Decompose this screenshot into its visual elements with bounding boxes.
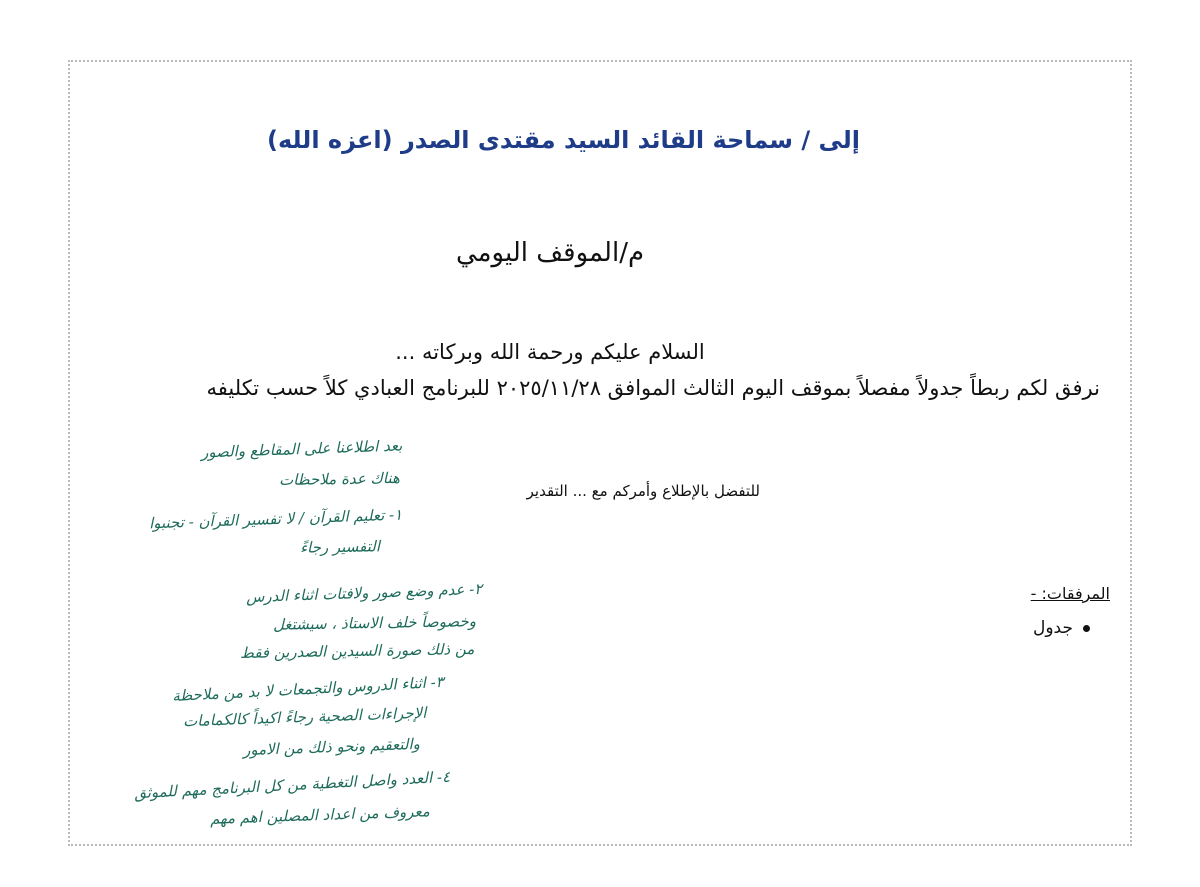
subject-line: م/الموقف اليومي	[455, 238, 645, 268]
closing-line: للتفضل بالإطلاع وأمركم مع ... التقدير	[526, 482, 760, 500]
handwritten-line: من ذلك صورة السيدين الصدرين فقط	[239, 639, 475, 663]
body-text: نرفق لكم ربطاً جدولاً مفصلاً بموقف اليوم الثالث الموافق ٢٠٢٥/١١/٢٨ للبرنامج العبادي كلاً حسب تكليفه	[206, 376, 1100, 400]
handwritten-line: ١- تعليم القرآن / لا تفسير القرآن - تجنبوا	[148, 505, 403, 533]
attachment-item	[940, 618, 1090, 638]
handwritten-line: وخصوصاً خلف الاستاذ ، سيشتغل	[272, 612, 477, 634]
handwritten-line: والتعقيم ونحو ذلك من الامور	[242, 734, 421, 760]
bullet-icon	[1083, 625, 1090, 632]
handwritten-line: ٣- اثناء الدروس والتجمعات لا بد من ملاحظة	[171, 672, 445, 706]
handwritten-line: ٤- العدد واصل التغطية من كل البرنامج مهم للموثق	[133, 767, 451, 803]
handwritten-line: معروف من اعداد المصلين اهم مهم	[209, 802, 431, 828]
handwritten-line: التفسير رجاءً	[299, 537, 381, 557]
greeting-line: السلام عليكم ورحمة الله وبركاته ...	[395, 340, 705, 364]
handwritten-line: ٢- عدم وضع صور ولافتات اثناء الدرس	[245, 579, 483, 607]
attachments-list	[940, 618, 1090, 638]
attachment-item-label: جدول	[1033, 618, 1073, 638]
handwritten-line: بعد اطلاعنا على المقاطع والصور	[200, 436, 403, 462]
recipient-line: إلى / سماحة القائد السيد مقتدى الصدر (اعزه الله)	[266, 126, 860, 154]
attachments-label: المرفقات: -	[1030, 584, 1110, 603]
handwritten-line: الإجراءات الصحية رجاءً اكيداً كالكمامات	[182, 703, 427, 731]
handwritten-line: هناك عدة ملاحظات	[279, 468, 401, 490]
handwritten-note	[70, 436, 490, 846]
